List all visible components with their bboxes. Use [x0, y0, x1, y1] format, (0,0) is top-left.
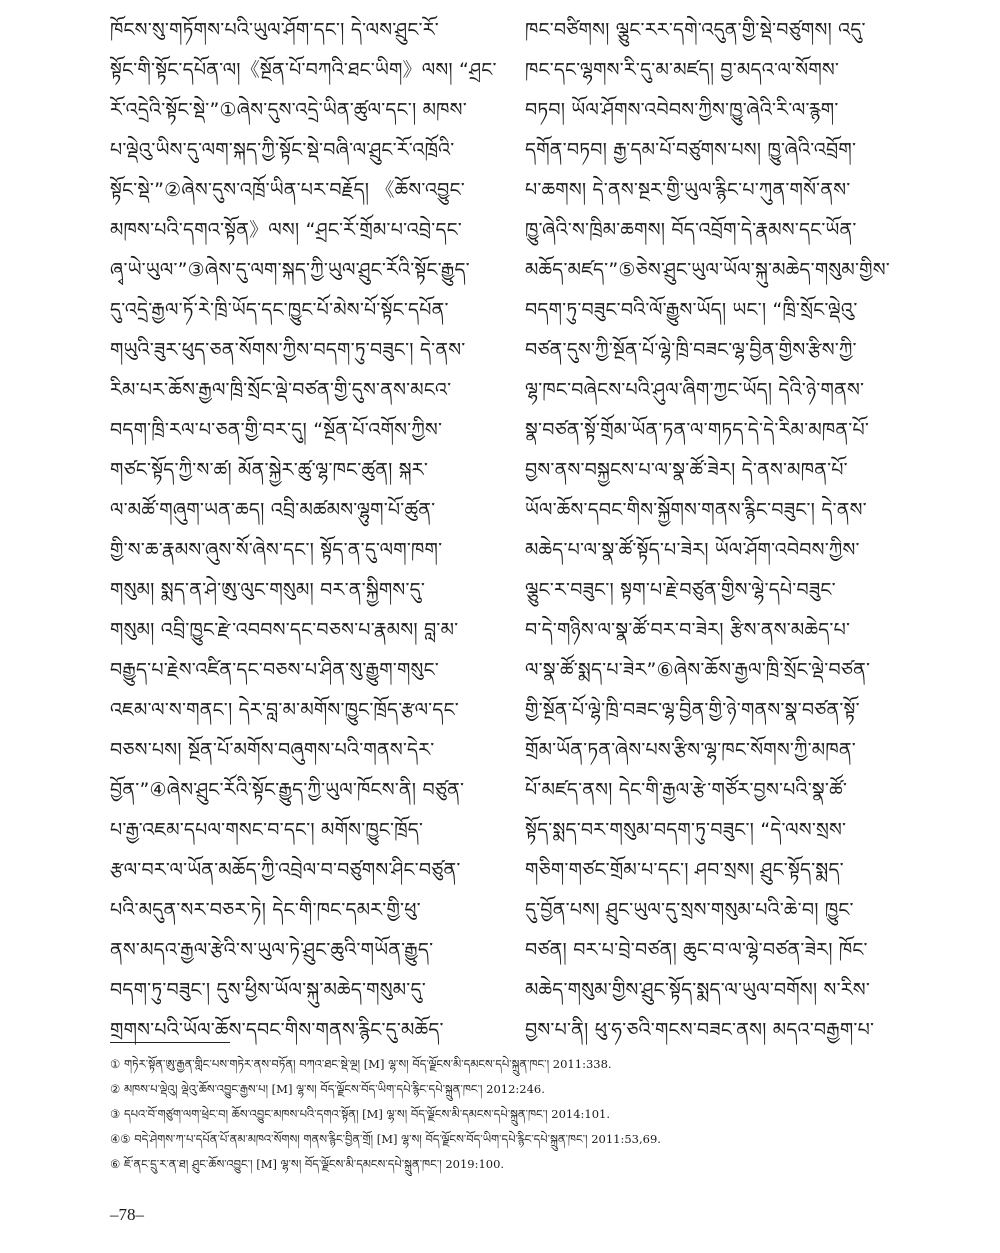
text-line: དགོན་བཏབ། རྒྱ་དམ་པོ་བཙུགས་པས། ཁྱུ་ཞེའི་འབྲོག་: [525, 139, 857, 161]
text-line: ལ་མཚོ་གཞུག་ཡན་ཆད། འབྲི་མཚམས་ལྷུག་པོ་ཚུན་: [110, 499, 436, 521]
text-line: སྣ་བཙན་སྟོ་གྲོམ་ཡོན་ཏན་ལ་གཏད་དེ་དེ་རིམ་མཁན་པོ་: [525, 419, 870, 441]
text-line: གསུམ། སྨད་ན་ཤེ་ཨུ་ལུང་གསུམ། བར་ན་སྐྱིགས་དུ་: [110, 579, 426, 601]
text-line: པ་ཆགས། དེ་ནས་སྔར་གྱི་ཡུལ་རྙིང་པ་ཀུན་གསོ་ནས་: [525, 179, 851, 201]
text-line: ཡོལ་ཆོས་དབང་གིས་སྐྱོགས་གནས་རྙིང་བཟུང་། དེ་ནས་: [525, 499, 867, 521]
text-line: བདག་ཏུ་བཟུང་། དུས་ཕྱིས་ཡོལ་སྐུ་མཆེད་གསུམ་དུ་: [110, 979, 426, 1001]
text-line: དུ་བྱོན་པས། ཤྲུང་ཡུལ་དུ་སྲས་གསུམ་པའི་ཆེ་བ། ཁྱུང་: [525, 899, 854, 921]
footnote: ④⑤ བདེ་ཤེགས་ཀ་པ་དཔོན་པོ་ནམ་མཁའ་སོགས། གནས་རྙིང་བྱིན་གྲོ། [M] ལྷ་ས། བོད་ལྗོངས་བོད་ཡིག་དཔེ་རྙིང་དཔེ་སྐྲུན་ཁང་། 2011:53,69.: [110, 1132, 661, 1146]
left-text-column: [110, 10, 510, 1050]
text-line: གྲོམ་ཡོན་ཏན་ཞེས་པས་རྩིས་ལྷ་ཁང་སོགས་ཀྱི་མཁན་: [525, 739, 856, 761]
text-line: པའི་མདུན་སར་བཅར་ཏེ། དེང་གི་ཁང་དམར་གྱི་ཕུ་: [110, 899, 421, 921]
text-line: པ་ལྡེའུ་ཡིས་དུ་ལག་སྐད་ཀྱི་སྟོང་སྡེ་བཞི་ལ་ཤྲུང་རོ་འཁྲོའི་: [110, 139, 455, 161]
text-line: བདག་ཁྲི་རལ་པ་ཅན་གྱི་བར་དུ། “སྔོན་པོ་འགོས་ཀྱིས་: [110, 419, 443, 441]
text-line: གྱི་སྔོན་པོ་ལྷེ་ཁྲི་བཟང་ལྷ་བྱིན་གྱི་ཉེ་གནས་སྣ་བཙན་སྟོ་: [525, 699, 860, 721]
footnote: ② མཁས་པ་ལྡེའུ། ལྡེའུ་ཆོས་འབྱུང་རྒྱས་པ། [M] ལྷ་ས། བོད་ལྗོངས་བོད་ཡིག་དཔེ་རྙིང་དཔེ་སྐྲུན་ཁང་། 2012:246.: [110, 1082, 545, 1096]
text-line: གཙང་སྟོད་ཀྱི་ས་ཚ། མོན་སྐྱེར་ཚུ་ལྷ་ཁང་ཚུན། སྐར་: [110, 459, 429, 481]
footnote: ⑥ ཇོ་ནང་དྲུ་ར་ན་ཐ། ཤྲུང་ཆོས་འབྱུང་། [M] ལྷ་ས། བོད་ལྗོངས་མི་དམངས་དཔེ་སྐྲུན་ཁང་། 2019:100.: [110, 1157, 505, 1171]
text-line: པ་རྒྱ་འཇམ་དཔལ་གསང་བ་དང་། མགོས་ཁྱུང་ཁྲོད་: [110, 819, 424, 841]
footnote: ① གཏེར་སྟོན་ཨུ་རྒྱན་གླིང་པས་གཏེར་ནས་བཏོན། བཀའ་ཐང་སྡེ་ལྔ། [M] ལྷ་ས། བོད་ལྗོངས་མི་དམངས་དཔེ་སྐྲུན་ཁང་། 2011:338.: [110, 1057, 612, 1071]
text-line: གཡུའི་ཟུར་ཕུད་ཅན་སོགས་ཀྱིས་བདག་ཏུ་བཟུང་། དེ་ནས་: [110, 339, 466, 361]
text-line: ལྷ་ཁང་བཞེངས་པའི་ཤུལ་ཞིག་ཀྱང་ཡོད། དེའི་ཉེ་གནས་: [525, 379, 865, 401]
text-line: བྱས་པ་ནི། ཕུ་ཧ་ཅའི་གངས་བཟང་ནས། མདའ་བརྒྱག་པ་: [525, 1019, 875, 1041]
text-line: ཁང་དང་ལྷགས་རི་དུ་མ་མཛད། བྱ་མདའ་ལ་སོགས་: [525, 59, 840, 81]
text-line: བདག་ཏུ་བཟུང་བའི་ལོ་རྒྱུས་ཡོད། ཡང་། “ཁྲི་སྲོང་ལྡེའུ་: [525, 299, 858, 321]
text-line: མཆེད་གསུམ་གྱིས་ཤྲུང་སྟོད་སྨད་ལ་ཡུལ་བགོས། ས་རིས་: [525, 979, 871, 1001]
text-line: བཅས་པས། སྔོན་པོ་མགོས་བཞུགས་པའི་གནས་དེར་: [110, 739, 435, 761]
text-line: འཇམ་ལ་ས་གནང་། དེར་བླ་མ་མགོས་ཁྱུང་ཁྲོད་རྩལ་དང་: [110, 699, 459, 721]
text-line: ལ་སྣ་ཚོ་སྨད་པ་ཟེར”⑥ཞེས་ཆོས་རྒྱལ་ཁྲི་སྲོང་ལྡེ་བཙན་: [525, 659, 871, 681]
page-number: –78–: [110, 1205, 144, 1224]
text-line: གྱི་ས་ཆ་རྣམས་ཞུས་སོ་ཞེས་དང་། སྟོད་ན་དུ་ལག་ཁག་: [110, 539, 443, 561]
text-line: མཁས་པའི་དགའ་སྟོན》ལས། “ཤྲང་རོ་གྲོམ་པ་འབྲེ་དང་: [110, 219, 463, 241]
text-line: པོ་མཛད་ནས། དེང་གི་རྒྱལ་རྩེ་གཙོར་བྱས་པའི་སྣ་ཚོ་: [525, 779, 848, 801]
text-line: ཁོངས་སུ་གཏོགས་པའི་ཡུལ་ཤོག་དང་། དེ་ལས་ཤྲུང་རོ་: [110, 19, 439, 41]
text-line: རོ་འདྲེའི་སྟོང་སྡེ་”①ཞེས་དུས་འདྲེ་ཡིན་ཚུལ་དང་། མཁས་: [110, 99, 467, 121]
text-line: གསུམ། འབྲི་ཁྱུང་རྫེ་འབབས་དང་བཅས་པ་རྣམས། བླ་མ་: [110, 619, 459, 641]
right-text-column: [525, 10, 925, 1050]
text-line: རིམ་པར་ཆོས་རྒྱལ་ཁྲི་སྲོང་ལྡེ་བཙན་གྱི་དུས་ནས་མངའ་: [110, 379, 452, 401]
footnote: ③ དཔའ་བོ་གཙུག་ལག་ཕྲེང་བ། ཆོས་འབྱུང་མཁས་པའི་དགའ་སྟོན། [M] ལྷ་ས། བོད་ལྗོངས་མི་དམངས་དཔེ་སྐྲུན་ཁང་། 2014:101.: [110, 1107, 611, 1121]
text-line: བརྒྱུད་པ་རྗེས་འཛིན་དང་བཅས་པ་ཤིན་སུ་རྒྱུག་གསུང་: [110, 659, 439, 681]
text-line: མཆོད་མཛད་”⑤ཅེས་ཤྲུང་ཡུལ་ཡོལ་སྐུ་མཆེད་གསུམ་གྱིས་: [525, 259, 890, 281]
text-line: སྟོད་སྨད་བར་གསུམ་བདག་ཏུ་བཟུང་། “དེ་ལས་སྲས་: [525, 819, 847, 841]
text-line: ལྕུང་ར་བཟུང་། སྟག་པ་རྗེ་བཙུན་གྱིས་ལྷེ་དཔེ་བཟུང་: [525, 579, 836, 601]
text-line: ཞྭ་ཡེ་ཡུལ་”③ཞེས་དུ་ལག་སྐད་ཀྱི་ཡུལ་ཤྲུང་རོའི་སྟོང་རྒྱུད་: [110, 259, 470, 281]
text-line: བཙན་དུས་ཀྱི་སྔོན་པོ་ལྷེ་ཁྲི་བཟང་ལྷ་བྱིན་གྱིས་རྩིས་ཀྱི་: [525, 339, 857, 361]
text-line: སྟོང་གི་སྟོང་དཔོན་ལ།《སྔོན་པོ་བཀའི་ཐང་ཡིག》ལས། “ཤྲང་: [110, 59, 497, 81]
text-line: སྟོང་སྡེ་”②ཞེས་དུས་འཁྲོ་ཡིན་པར་བརྗོད། 《ཆོས་འབྱུང་: [110, 179, 465, 201]
footnote-divider: [110, 1042, 230, 1043]
text-line: བཏབ། ཡོལ་ཤོགས་འབེབས་ཀྱིས་ཁྱུ་ཞེའི་རི་ལ་རྙག་: [525, 99, 839, 121]
text-line: བཙན། བར་པ་བྲེ་བཙན། ཆུང་བ་ལ་ལྷེ་བཙན་ཟེར། ཁོང་: [525, 939, 868, 961]
text-line: མཆེད་པ་ལ་སྣ་ཚོ་སྟོད་པ་ཟེར། ཡོལ་ཤོག་འབེབས་ཀྱིས་: [525, 539, 860, 561]
text-line: བྱོན་”④ཞེས་ཤྲུང་རོའི་སྟོང་རྒྱུད་ཀྱི་ཡུལ་ཁོངས་ནི། བཙུན་: [110, 779, 465, 801]
text-line: བ་དེ་གཉིས་ལ་སྣ་ཚོ་བར་བ་ཟེར། རྩིས་ནས་མཆེད་པ་: [525, 619, 851, 641]
text-line: རྩལ་བར་ལ་ཡོན་མཆོད་ཀྱི་འབྲེལ་བ་བཙུགས་ཤིང་བཙུན་: [110, 859, 461, 881]
text-line: གཅིག་གཙང་གྲོམ་པ་དང་། ཤབ་སྲས། ཤྲུང་སྟོད་སྨད་: [525, 859, 844, 881]
text-line: ཁྱུ་ཞེའི་ས་ཁྲིམ་ཆགས། བོད་འབྲོག་དེ་རྣམས་དང་ཡོན་: [525, 219, 857, 241]
text-line: དུ་འདྲེ་རྒྱལ་ཏོ་རེ་ཁྲི་ཡོད་དང་ཁྱུང་པོ་མེས་པོ་སྟོང་དཔོན་: [110, 299, 449, 321]
text-line: བྱས་ནས་བསྐྱངས་པ་ལ་སྣ་ཚོ་ཟེར། དེ་ནས་མཁན་པོ་: [525, 459, 848, 481]
text-line: ཁང་བཙིགས། ལྕུང་རར་དགེ་འདུན་གྱི་སྡེ་བཙུགས། འདུ་: [525, 19, 866, 41]
text-line: གྲགས་པའི་ཡོལ་ཆོས་དབང་གིས་གནས་རྙིང་དུ་མཆོད་: [110, 1019, 444, 1041]
footnotes: [110, 1052, 930, 1177]
text-line: ནས་མདའ་རྒྱལ་རྩེའི་ས་ཡུལ་ཏེ་ཤྲུང་ཆུའི་གཡོན་རྒྱུད་: [110, 939, 434, 961]
